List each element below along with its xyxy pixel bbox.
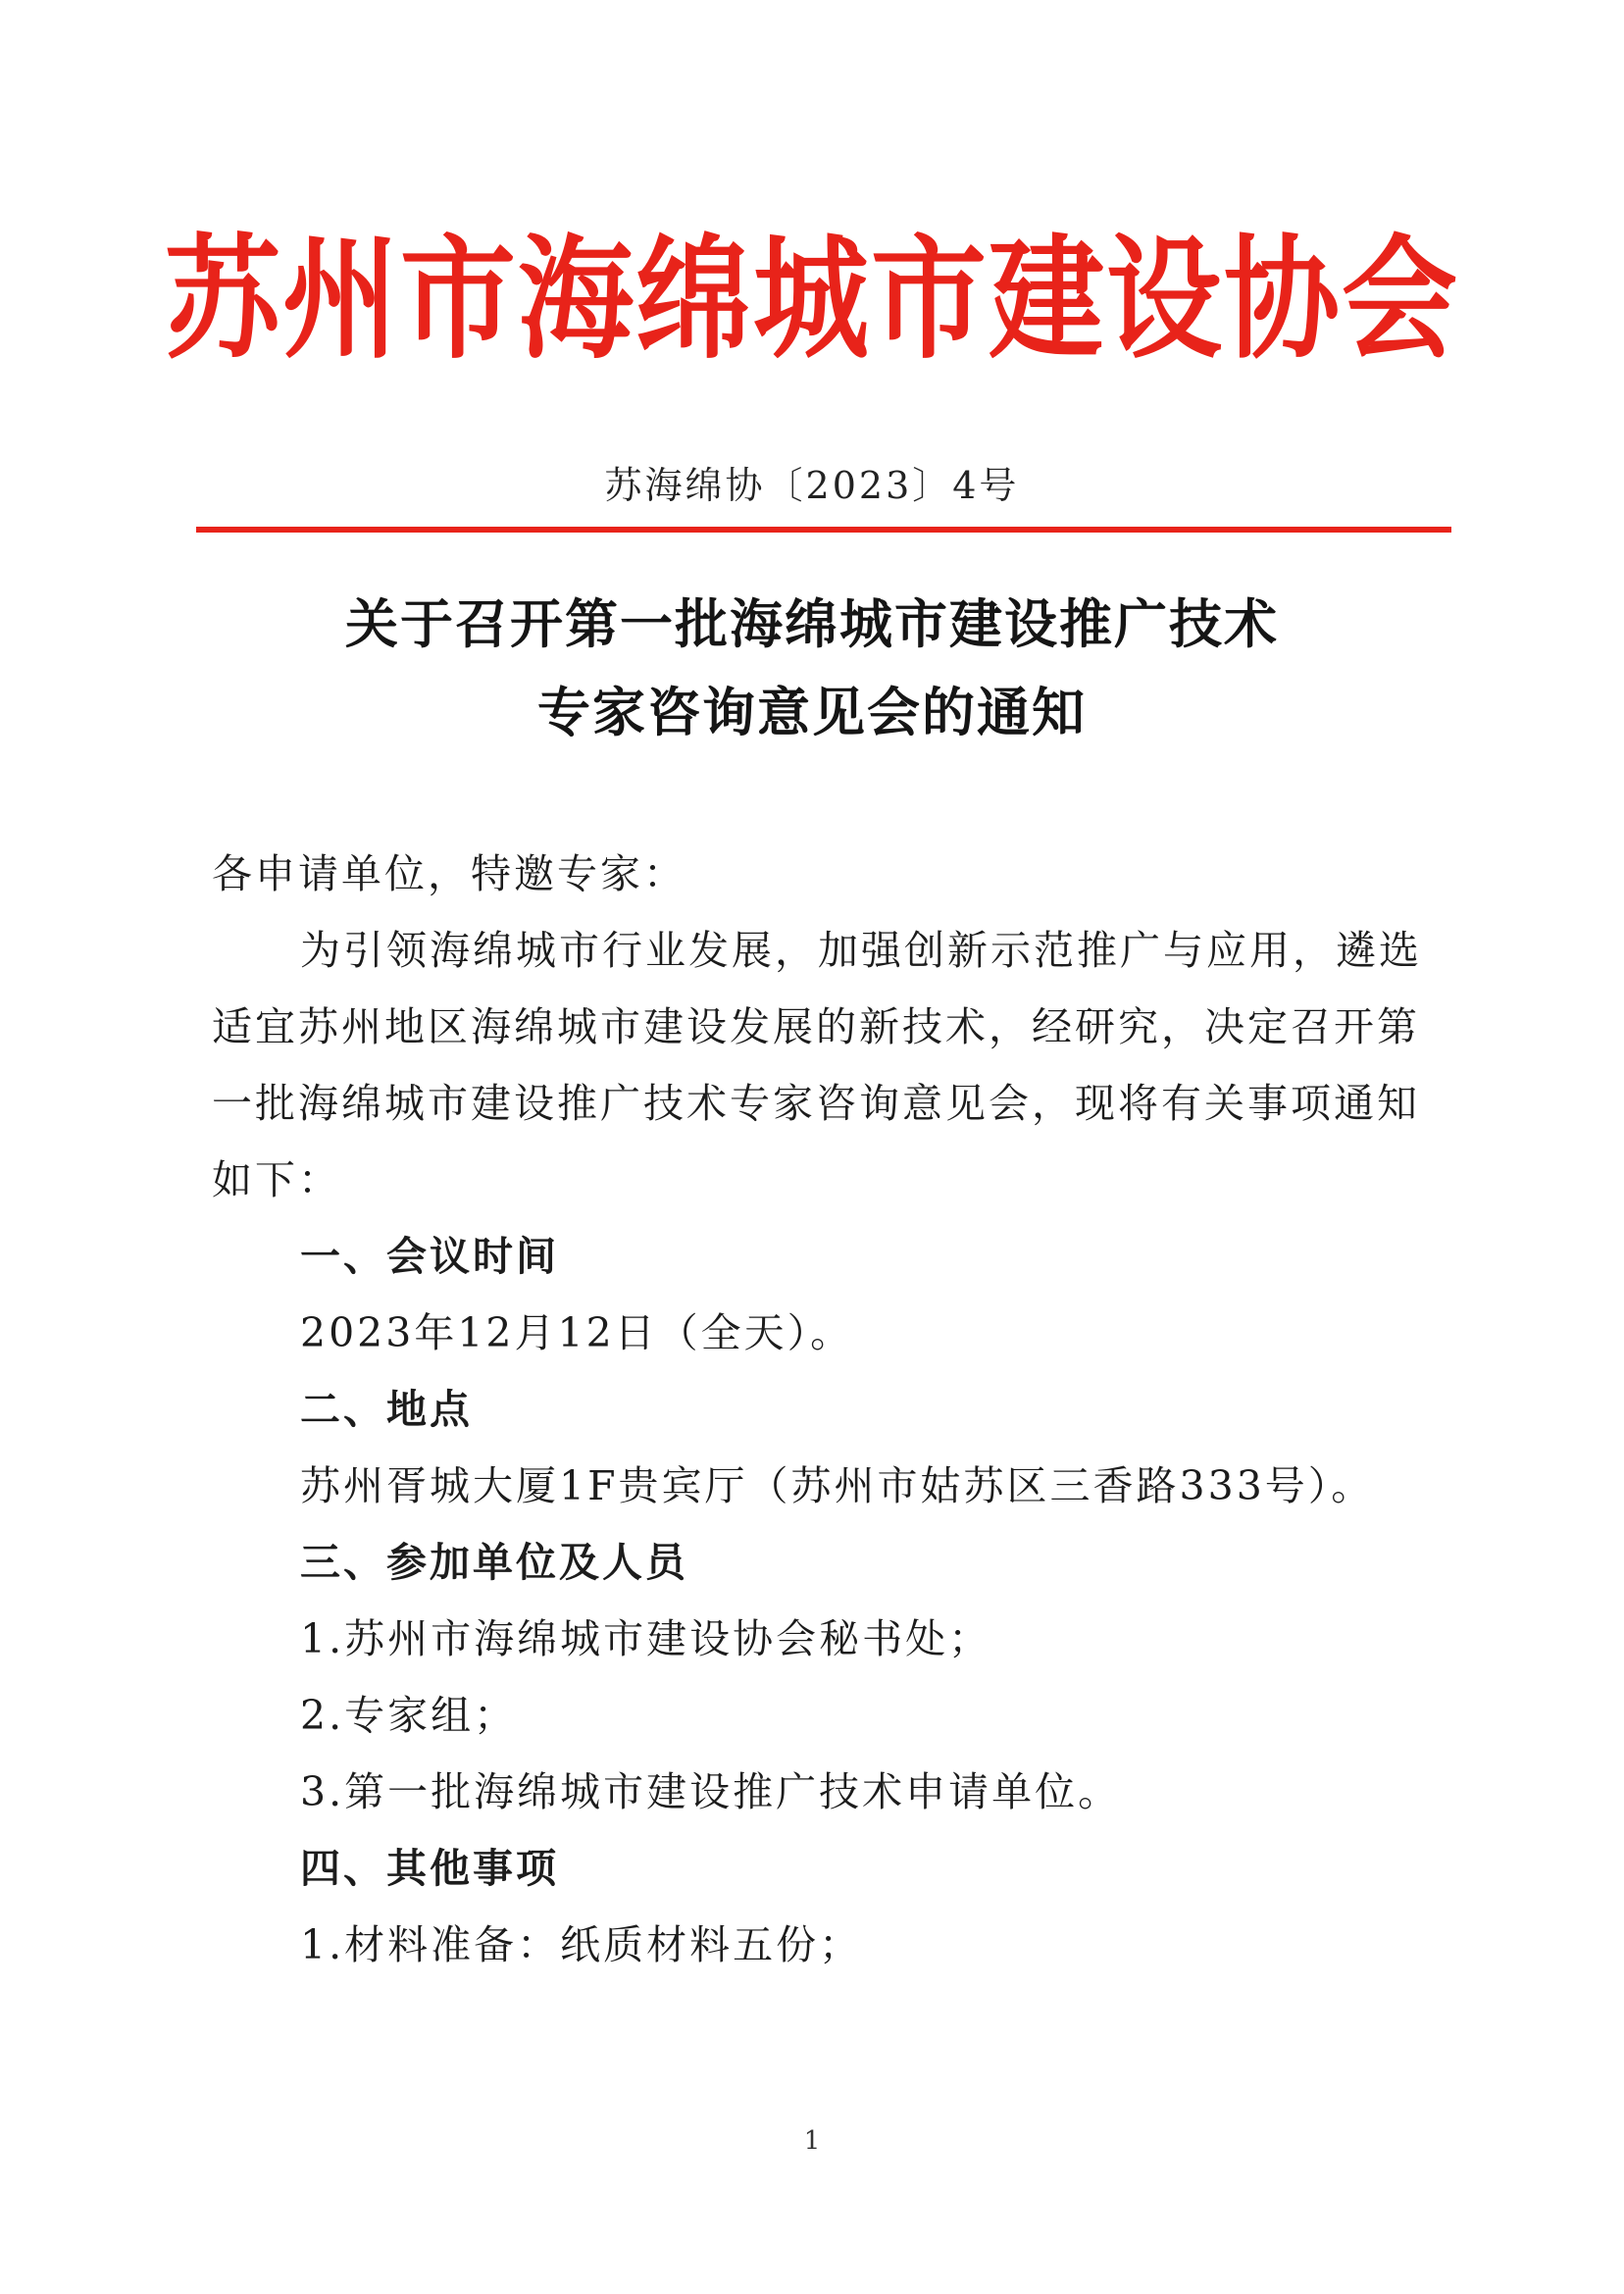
title-line-1: 关于召开第一批海绵城市建设推广技术 — [345, 593, 1279, 655]
red-divider-line — [196, 527, 1451, 533]
intro-line-1: 为引领海绵城市行业发展，加强创新示范推广与应用，遴选 — [300, 927, 1422, 974]
section-heading-location: 二、地点 — [300, 1386, 473, 1433]
section-item-time: 2023年12月12日（全天）。 — [300, 1309, 854, 1356]
participant-item-2: 2.专家组； — [300, 1692, 518, 1739]
organization-letterhead: 苏州市海绵城市建设协会 — [164, 221, 1459, 378]
intro-line-4: 如下： — [212, 1156, 341, 1203]
intro-line-2: 适宜苏州地区海绵城市建设发展的新技术，经研究，决定召开第 — [212, 1003, 1420, 1050]
section-heading-time: 一、会议时间 — [300, 1233, 559, 1280]
document-number: 苏海绵协〔2023〕4号 — [604, 464, 1020, 507]
page-number: 1 — [803, 2126, 821, 2156]
document-title — [0, 581, 1624, 757]
intro-line-3: 一批海绵城市建设推广技术专家咨询意见会，现将有关事项通知 — [212, 1080, 1420, 1127]
section-item-location: 苏州胥城大厦1F贵宾厅（苏州市姑苏区三香路333号）。 — [300, 1462, 1375, 1509]
other-item-1: 1.材料准备：纸质材料五份； — [300, 1921, 863, 1968]
section-heading-participants: 三、参加单位及人员 — [300, 1539, 688, 1586]
section-heading-other: 四、其他事项 — [300, 1845, 559, 1892]
participant-item-1: 1.苏州市海绵城市建设协会秘书处； — [300, 1615, 992, 1662]
document-body — [212, 836, 1428, 1983]
participant-item-3: 3.第一批海绵城市建设推广技术申请单位。 — [300, 1768, 1122, 1815]
title-line-2: 专家咨询意见会的通知 — [537, 682, 1087, 743]
salutation: 各申请单位，特邀专家： — [212, 850, 686, 897]
